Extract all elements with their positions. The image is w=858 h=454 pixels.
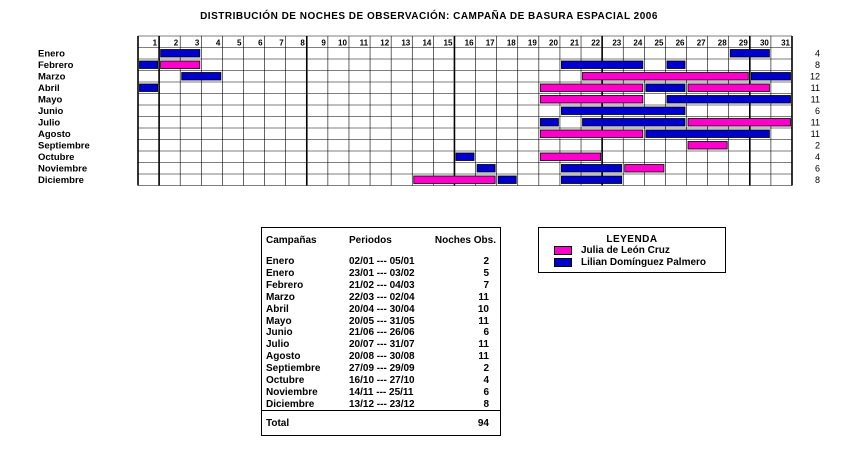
day-label: 9 [321,38,326,48]
month-label: Febrero [38,60,74,71]
row-period: 02/01 --- 05/01 [349,256,415,267]
table-row [262,256,500,268]
observation-bar [751,73,790,81]
row-nights: 2 [483,256,489,267]
observation-bar [540,130,642,138]
table-row [262,339,500,351]
row-period: 16/10 --- 27/10 [349,375,415,386]
day-label: 6 [258,38,263,48]
row-nights: 10 [477,303,489,315]
observation-bar [498,176,516,184]
row-campaign: Diciembre [266,398,315,410]
month-label: Mayo [38,94,63,106]
chart-title: DISTRIBUCIÓN DE NOCHES DE OBSERVACIÓN: CAMPAÑA DE BASURA ESPACIAL 2006 [200,11,658,22]
table-row [262,327,500,339]
month-label: Julio [38,117,61,129]
row-period: 21/06 --- 26/06 [349,327,415,339]
row-campaign: Febrero [266,279,304,291]
row-campaign: Julio [266,339,290,351]
legend-swatch-lilian [554,258,572,267]
observation-bar [540,153,600,161]
total-value: 94 [477,418,489,429]
legend-label-julia: Julia de León Cruz [581,245,670,256]
row-campaign: Agosto [266,351,301,363]
row-campaign: Mayo [266,315,292,327]
month-total: 11 [810,129,820,139]
table-row [262,351,500,363]
total-label: Total [266,418,290,429]
month-total: 4 [814,152,820,162]
row-period: 20/07 --- 31/07 [349,339,415,351]
row-campaign: Septiembre [266,363,321,375]
month-total: 4 [814,48,820,59]
day-label: 25 [654,38,664,48]
header-nights: Noches Obs. [434,235,496,246]
observation-bar [625,165,664,173]
month-total: 11 [810,94,820,105]
observation-bar [583,73,749,81]
table-row [262,387,500,399]
row-nights: 5 [483,267,489,279]
observation-bar [583,119,685,127]
row-campaign: Octubre [266,375,305,386]
observation-calendar-grid [0,0,858,200]
day-label: 18 [506,38,516,48]
row-period: 20/04 --- 30/04 [349,303,415,315]
day-label: 11 [359,38,369,48]
month-total: 8 [814,60,820,70]
observation-bar [688,142,727,150]
table-row [262,268,500,280]
observation-bar [730,50,769,58]
row-campaign: Enero [266,256,295,267]
observation-bar [561,61,642,69]
day-label: 3 [194,38,200,48]
month-label: Septiembre [38,140,90,152]
month-total: 11 [810,83,820,93]
day-label: 14 [422,38,432,48]
row-campaign: Marzo [266,291,295,303]
table-row [262,304,500,316]
month-label: Enero [38,48,65,60]
table-row [262,363,500,375]
day-label: 20 [549,38,558,48]
day-label: 5 [237,38,242,48]
month-total: 8 [814,175,820,185]
day-label: 30 [759,38,769,48]
month-label: Octubre [38,152,75,163]
day-label: 10 [338,38,347,48]
row-nights: 6 [483,386,489,398]
month-total: 6 [814,106,820,116]
total-divider [262,410,500,411]
observation-bar [688,119,790,127]
row-period: 21/02 --- 04/03 [349,279,415,291]
month-label: Diciembre [38,175,84,186]
day-label: 24 [633,38,643,48]
observation-bar [140,84,158,92]
row-nights: 7 [483,279,489,291]
observation-bar [561,165,621,173]
observation-bar [646,84,685,92]
row-nights: 11 [478,339,489,351]
day-label: 21 [570,38,580,48]
observation-bar [140,61,158,69]
observation-bar [540,96,642,104]
row-campaign: Junio [266,327,293,339]
day-label: 22 [591,38,601,48]
table-row [262,316,500,328]
observation-bar [561,107,685,115]
month-label: Junio [38,106,64,117]
row-nights: 11 [478,291,489,303]
observation-bar [540,84,642,92]
row-nights: 11 [478,315,489,327]
month-total: 2 [814,140,820,151]
month-label: Marzo [38,71,66,83]
row-period: 22/03 --- 02/04 [349,291,415,303]
row-campaign: Noviembre [266,386,318,398]
table-row [262,292,500,304]
day-label: 17 [485,38,495,48]
day-label: 29 [738,38,748,48]
day-label: 8 [300,38,305,48]
row-nights: 11 [478,351,489,363]
day-label: 26 [675,38,685,48]
day-label: 23 [612,38,622,48]
legend-label-lilian: Lilian Domínguez Palmero [581,257,707,268]
month-label: Abril [38,83,60,94]
month-label: Agosto [38,129,71,140]
row-nights: 6 [483,327,489,339]
month-total: 12 [809,71,820,82]
row-campaign: Enero [266,267,295,279]
observation-bar [646,130,770,138]
month-total: 6 [814,163,820,174]
row-period: 27/09 --- 29/09 [349,363,415,375]
observation-bar [182,73,221,81]
row-nights: 4 [483,375,489,386]
observation-bar [414,176,495,184]
day-label: 16 [464,38,474,48]
row-nights: 2 [483,363,489,375]
month-label: Noviembre [38,163,88,175]
row-period: 20/08 --- 30/08 [349,351,415,363]
row-period: 13/12 --- 23/12 [349,398,415,410]
day-label: 15 [443,38,453,48]
legend-swatch-julia [554,246,572,255]
table-row [262,375,500,387]
row-nights: 8 [483,398,489,410]
row-period: 20/05 --- 31/05 [349,315,415,327]
table-row [262,280,500,292]
observation-bar [688,84,769,92]
day-label: 27 [696,38,706,48]
table-row [262,399,500,411]
day-label: 19 [527,38,537,48]
month-total: 11 [810,117,820,128]
legend [538,227,726,273]
day-label: 12 [380,38,390,48]
observation-bar [667,61,685,69]
day-label: 7 [279,38,284,48]
observation-bar [161,50,200,58]
observation-bar [540,119,558,127]
day-label: 1 [152,38,158,48]
day-label: 28 [717,38,727,48]
observation-bar [161,61,200,69]
row-period: 23/01 --- 03/02 [349,267,415,279]
day-label: 2 [173,38,179,48]
header-campaigns: Campañas [266,235,317,246]
day-label: 4 [215,38,221,48]
header-periods: Periodos [349,235,392,246]
day-label: 13 [401,38,411,48]
observation-bar [477,165,495,173]
day-label: 31 [781,38,790,48]
observation-bar [456,153,474,161]
legend-title: LEYENDA [606,234,658,245]
observation-bar [667,96,791,104]
campaign-summary-table [261,227,501,436]
total-row [262,418,500,430]
row-period: 14/11 --- 25/11 [349,386,414,398]
row-campaign: Abril [266,303,289,315]
observation-bar [561,176,621,184]
